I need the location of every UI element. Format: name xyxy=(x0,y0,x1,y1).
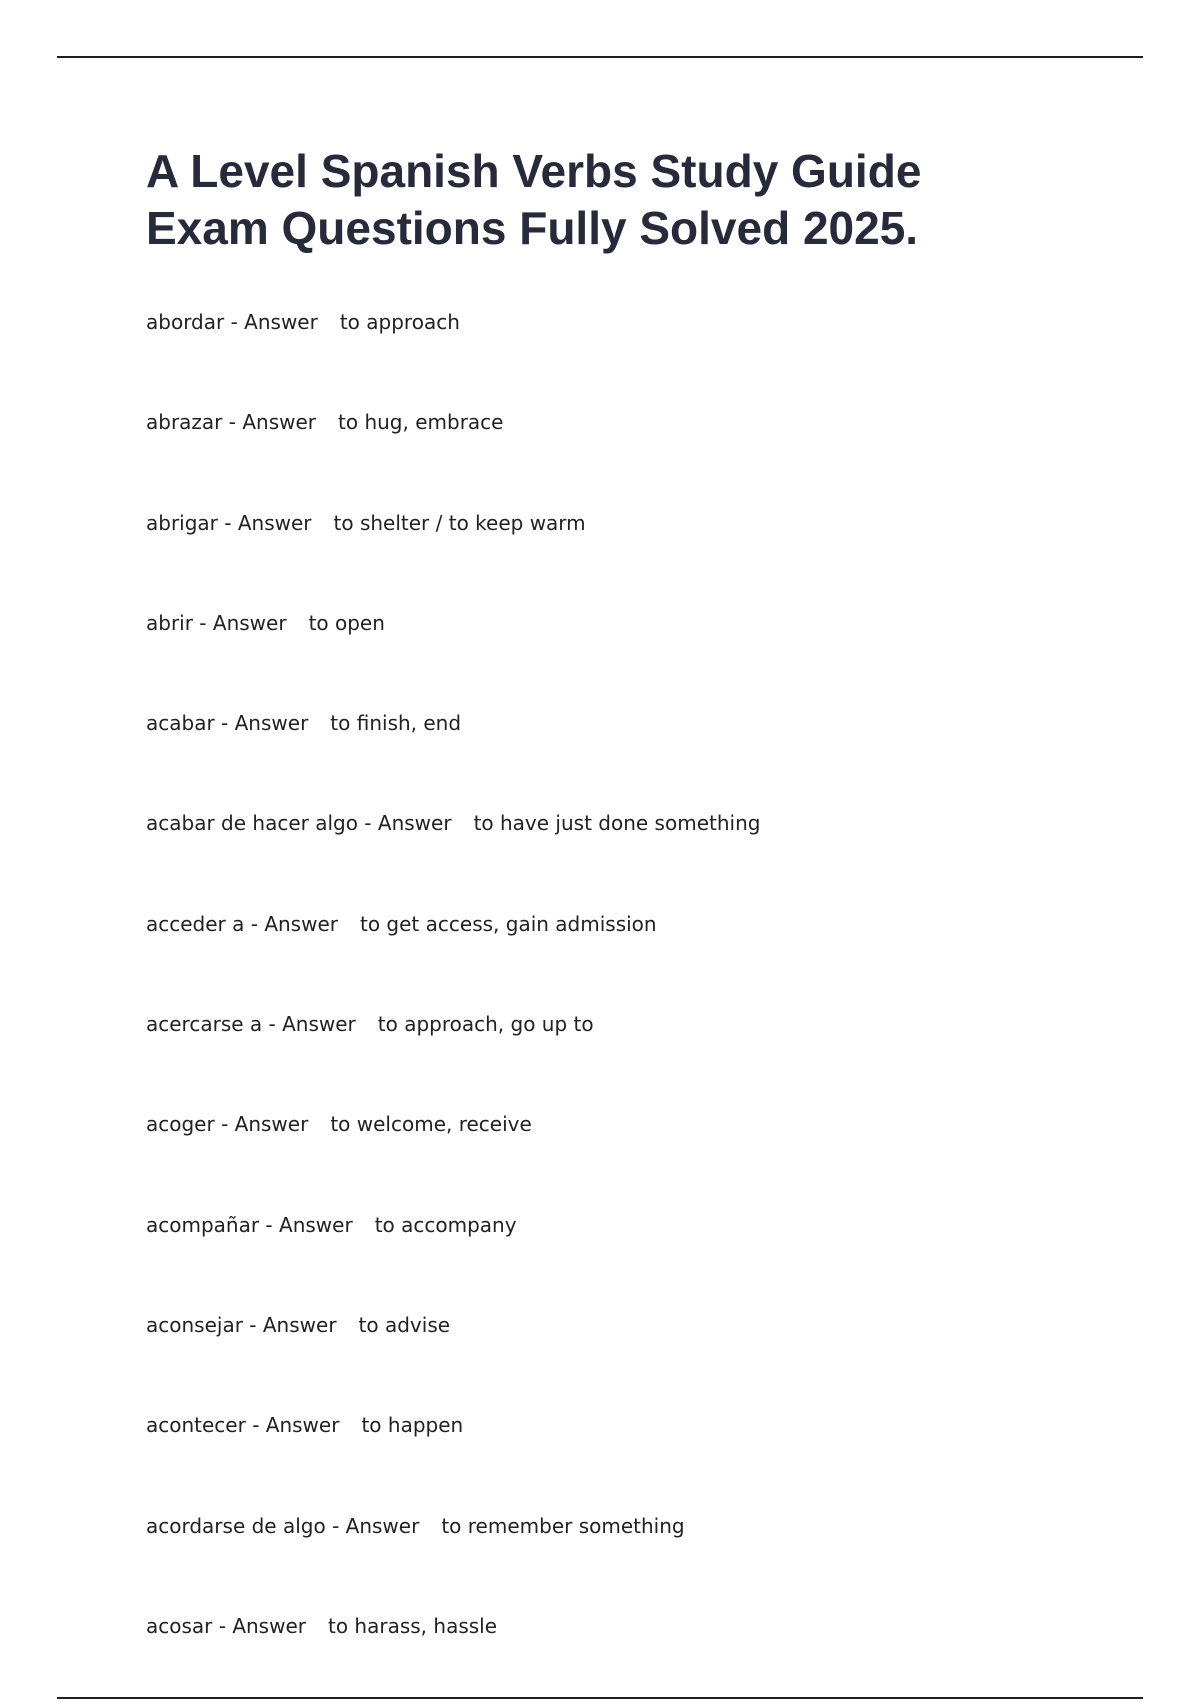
verb-term: acosar xyxy=(146,1613,213,1638)
answer-marker: Answer xyxy=(242,410,317,435)
list-item: acceder a - Answer to get access, gain admission xyxy=(146,911,657,936)
answer-marker: Answer xyxy=(244,310,318,334)
list-item: aconsejar - Answer to advise xyxy=(146,1312,451,1337)
verb-definition: to finish, end xyxy=(330,711,462,736)
page-title xyxy=(146,143,1126,257)
verb-definition: to shelter / to keep warm xyxy=(333,510,586,535)
verb-term: acordarse de algo xyxy=(146,1513,326,1538)
verb-list xyxy=(146,302,760,1706)
answer-marker: Answer xyxy=(265,1413,340,1438)
verb-term: acabar xyxy=(146,711,215,736)
list-item: acabar de hacer algo - Answer to have just done something xyxy=(146,811,761,836)
answer-marker: Answer xyxy=(232,1613,306,1638)
verb-term: aconsejar xyxy=(146,1312,243,1337)
verb-term: acompañar xyxy=(146,1212,260,1237)
verb-definition: to harass, hassle xyxy=(328,1613,498,1638)
verb-term: acabar de hacer algo xyxy=(146,811,358,836)
verb-definition: to open xyxy=(308,610,385,635)
verb-definition: to advise xyxy=(358,1312,451,1337)
answer-marker: Answer xyxy=(212,610,287,635)
verb-definition: to approach xyxy=(339,310,460,334)
verb-definition: to happen xyxy=(361,1413,464,1438)
verb-definition: to accompany xyxy=(374,1212,517,1237)
verb-term: abrazar xyxy=(146,410,223,435)
list-item: abordar - Answer to approach xyxy=(146,310,460,334)
answer-marker: Answer xyxy=(377,811,452,836)
list-item: abrazar - Answer to hug, embrace xyxy=(146,410,504,435)
verb-definition: to have just done something xyxy=(473,811,761,836)
answer-marker: Answer xyxy=(234,1112,309,1137)
answer-marker: Answer xyxy=(264,911,338,936)
list-item: acompañar - Answer to accompany xyxy=(146,1212,517,1237)
list-item: acosar - Answer to harass, hassle xyxy=(146,1613,498,1638)
list-item: abrigar - Answer to shelter / to keep warm xyxy=(146,510,586,535)
verb-term: acercarse a xyxy=(146,1012,263,1037)
title-line-1: A Level Spanish Verbs Study Guide xyxy=(146,145,922,197)
verb-definition: to welcome, receive xyxy=(330,1112,532,1137)
verb-term: abordar xyxy=(146,310,225,334)
list-item: abrir - Answer to open xyxy=(146,610,385,635)
verb-term: acontecer xyxy=(146,1413,246,1438)
top-rule xyxy=(57,56,1143,58)
list-item: acordarse de algo - Answer to remember something xyxy=(146,1513,685,1538)
verb-definition: to hug, embrace xyxy=(338,410,504,435)
verb-definition: to approach, go up to xyxy=(377,1012,594,1037)
answer-marker: Answer xyxy=(279,1212,353,1237)
verb-definition: to get access, gain admission xyxy=(360,911,657,936)
list-item: acontecer - Answer to happen xyxy=(146,1413,464,1438)
answer-marker: Answer xyxy=(345,1513,420,1538)
answer-marker: Answer xyxy=(237,510,312,535)
answer-marker: Answer xyxy=(282,1012,356,1037)
list-item: acoger - Answer to welcome, receive xyxy=(146,1112,532,1137)
verb-term: abrir xyxy=(146,610,193,635)
list-item: acabar - Answer to finish, end xyxy=(146,711,462,736)
bottom-rule xyxy=(57,1697,1143,1699)
verb-term: abrigar xyxy=(146,510,218,535)
answer-marker: Answer xyxy=(262,1312,337,1337)
verb-definition: to remember something xyxy=(441,1513,685,1538)
answer-marker: Answer xyxy=(234,711,309,736)
list-item: acercarse a - Answer to approach, go up to xyxy=(146,1012,594,1037)
verb-term: acceder a xyxy=(146,911,245,936)
title-line-2: Exam Questions Fully Solved 2025. xyxy=(146,202,919,254)
verb-term: acoger xyxy=(146,1112,215,1137)
